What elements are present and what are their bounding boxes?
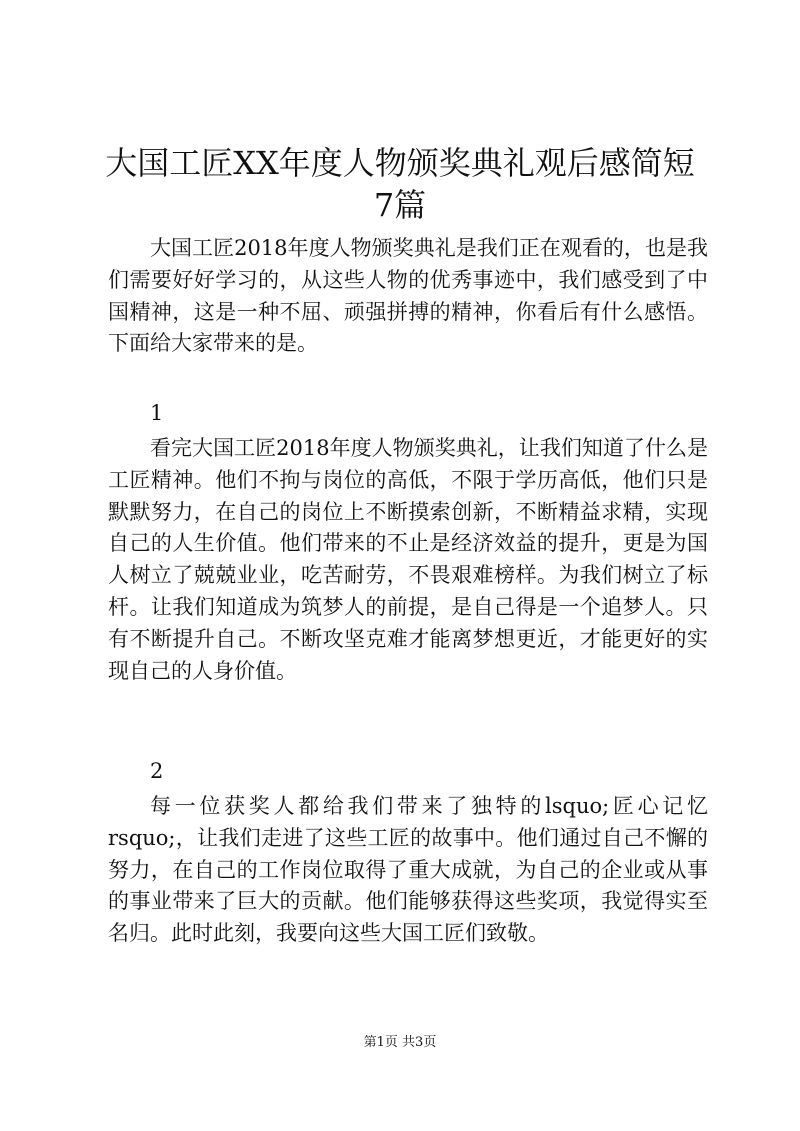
section-number-1: 1 bbox=[150, 401, 164, 425]
page-title: 大国工匠XX年度人物颁奖典礼观后感简短7篇 bbox=[105, 144, 695, 224]
section-number-2: 2 bbox=[150, 759, 164, 783]
intro-paragraph: 大国工匠2018年度人物颁奖典礼是我们正在观看的，也是我们需要好好学习的，从这些人物的优秀事迹中，我们感受到了中国精神，这是一种不屈、顽强拼搏的精神，你看后有什么感悟。下面给大家带来的是。 bbox=[108, 236, 708, 356]
page-footer: 第1页 共3页 bbox=[363, 1035, 437, 1050]
section-1-paragraph: 看完大国工匠2018年度人物颁奖典礼，让我们知道了什么是工匠精神。他们不拘与岗位的高低，不限于学历高低，他们只是默默努力，在自己的岗位上不断摸索创新，不断精益求精，实现自己的人生价值。他们带来的不止是经济效益的提升，更是为国人树立了兢兢业业，吃苦耐劳，不畏艰难榜样。为我们树立了标杆。让我们知道成为筑梦人的前提，是自己得是一个追梦人。只有不断提升自己。不断攻坚克难才能离梦想更近，才能更好的实现自己的人身价值。 bbox=[108, 436, 708, 683]
section-2-paragraph: 每一位获奖人都给我们带来了独特的lsquo;匠心记忆rsquo;，让我们走进了这些工匠的故事中。他们通过自己不懈的努力，在自己的工作岗位取得了重大成就，为自己的企业或从事的事业带来了巨大的贡献。他们能够获得这些奖项，我觉得实至名归。此时此刻，我要向这些大国工匠们致敬。 bbox=[108, 794, 708, 946]
